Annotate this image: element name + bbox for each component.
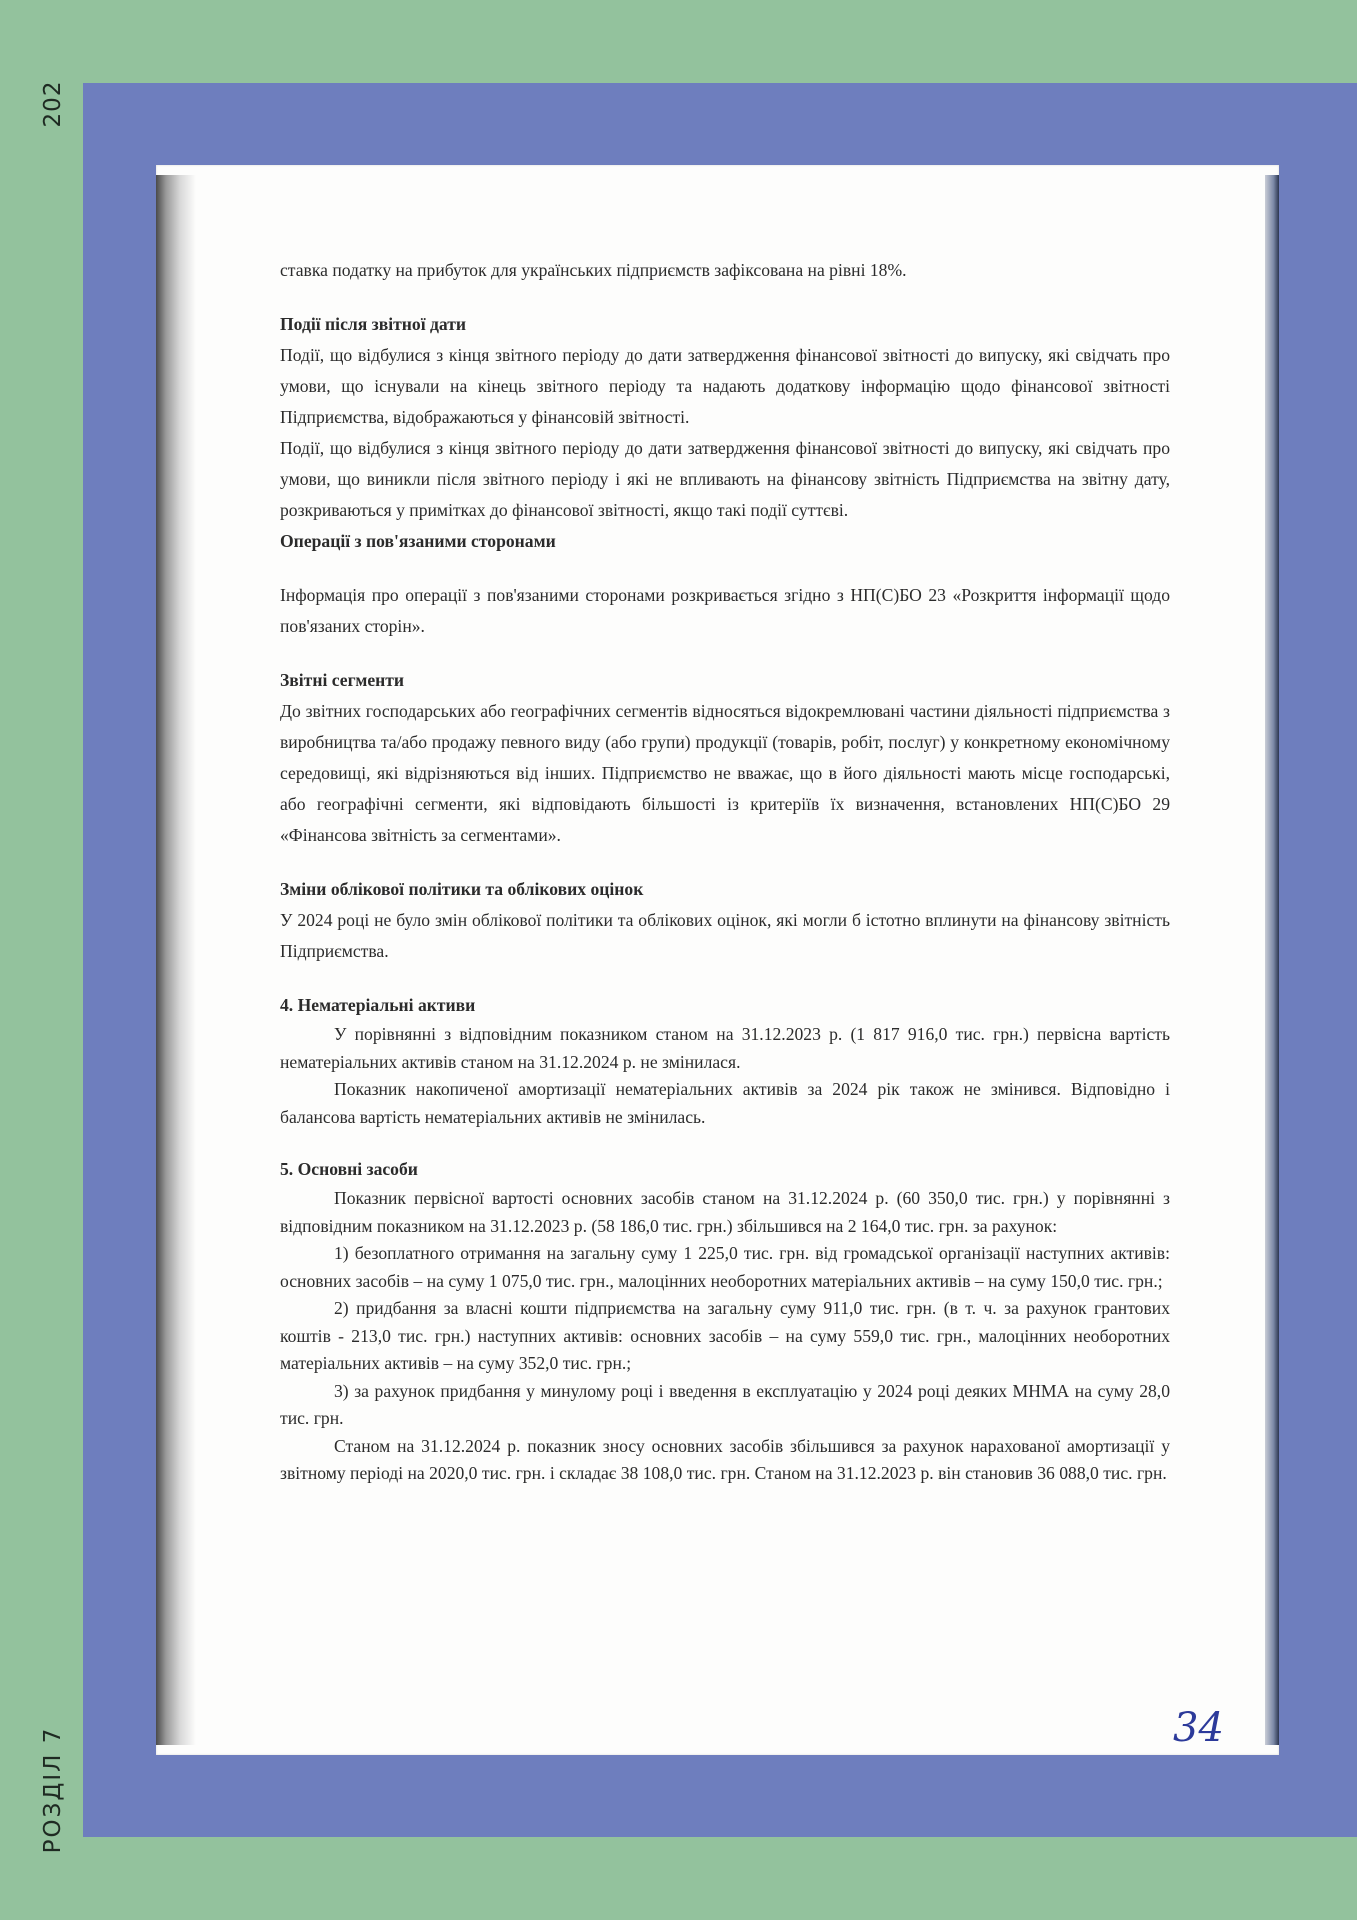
intangible-assets-heading: 4. Нематеріальні активи — [280, 995, 476, 1015]
policy-paragraph: У 2024 році не було змін облікової політики та облікових оцінок, які могли б істотно вплинути на фінансову звітність Підприємства. — [280, 910, 1170, 961]
fixed-assets-paragraph-1: Показник первісної вартості основних засобів станом на 31.12.2024 р. (60 350,0 тис. грн.) у порівнянні з відповідним показником на 31.12.2023 р. (58 186,0 тис. грн.) збільшився на 2 164,0 тис. грн. за рахунок: — [280, 1188, 1170, 1236]
scanned-page — [156, 165, 1279, 1755]
policy-heading: Зміни облікової політики та облікових оцінок — [280, 879, 644, 899]
page-number: 202 — [40, 80, 66, 128]
fixed-assets-item-2: 2) придбання за власні кошти підприємства на загальну суму 911,0 тис. грн. (в т. ч. за рахунок грантових коштів - 213,0 тис. грн.) наступних активів: основних засобів – на суму 559,0 тис. грн., малоцінних необоротних матеріальних активів – на суму 352,0 тис. грн.; — [280, 1298, 1170, 1373]
events-heading: Події після звітної дати — [280, 314, 467, 334]
tax-rate-line: ставка податку на прибуток для українських підприємств зафіксована на рівні 18%. — [280, 260, 907, 280]
fixed-assets-heading: 5. Основні засоби — [280, 1159, 418, 1179]
handwritten-page-number: 34 — [1173, 1705, 1224, 1751]
segments-heading: Звітні сегменти — [280, 670, 405, 690]
related-parties-heading: Операції з пов'язаними сторонами — [280, 531, 556, 551]
fixed-assets-item-1: 1) безоплатного отримання на загальну суму 1 225,0 тис. грн. від громадської організації наступних активів: основних засобів – на суму 1 075,0 тис. грн., малоцінних необоротних матеріальних активів – на суму 150,0 тис. грн.; — [280, 1243, 1170, 1291]
intangible-paragraph-2: Показник накопиченої амортизації нематеріальних активів за 2024 рік також не змінився. Відповідно і балансова вартість нематеріальних активів не змінилась. — [280, 1079, 1170, 1127]
fixed-assets-paragraph-2: Станом на 31.12.2024 р. показник зносу основних засобів збільшився за рахунок нарахованої амортизації у звітному періоді на 2020,0 тис. грн. і складає 38 108,0 тис. грн. Станом на 31.12.2023 р. він становив 36 088,0 тис. грн. — [280, 1435, 1170, 1483]
page-edge — [1265, 175, 1279, 1745]
intangible-paragraph-1: У порівнянні з відповідним показником станом на 31.12.2023 р. (1 817 916,0 тис. грн.) первісна вартість нематеріальних активів станом на 31.12.2024 р. не змінилася. — [280, 1024, 1170, 1072]
events-paragraph-1: Події, що відбулися з кінця звітного періоду до дати затвердження фінансової звітності до випуску, які свідчать про умови, що існували на кінець звітного періоду та надають додаткову інформацію щодо фінансової звітності Підприємства, відображаються у фінансовій звітності. — [280, 345, 1170, 427]
section-label: РОЗДІЛ 7 — [40, 1726, 66, 1854]
events-paragraph-2: Події, що відбулися з кінця звітного періоду до дати затвердження фінансової звітності до випуску, які свідчать про умови, що виникли після звітного періоду і які не впливають на фінансову звітність Підприємства на звітну дату, розкриваються у примітках до фінансової звітності, якщо такі події суттєві. — [280, 438, 1170, 520]
related-parties-paragraph: Інформація про операції з пов'язаними сторонами розкривається згідно з НП(С)БО 23 «Розкриття інформації щодо пов'язаних сторін». — [280, 585, 1170, 636]
fixed-assets-item-3: 3) за рахунок придбання у минулому році і введення в експлуатацію у 2024 році деяких МНМА на суму 28,0 тис. грн. — [280, 1380, 1170, 1428]
document-body — [280, 255, 1170, 1488]
segments-paragraph: До звітних господарських або географічних сегментів відносяться відокремлювані частини діяльності підприємства з виробництва та/або продажу певного виду (або групи) продукції (товарів, робіт, послуг) у конкретному економічному середовищі, які відрізняються від інших. Підприємство не вважає, що в його діяльності мають місце господарські, або географічні сегменти, які відповідають більшості із критеріїв їх визначення, встановлених НП(С)БО 29 «Фінансова звітність за сегментами». — [280, 701, 1170, 845]
binding-shadow — [156, 175, 196, 1745]
